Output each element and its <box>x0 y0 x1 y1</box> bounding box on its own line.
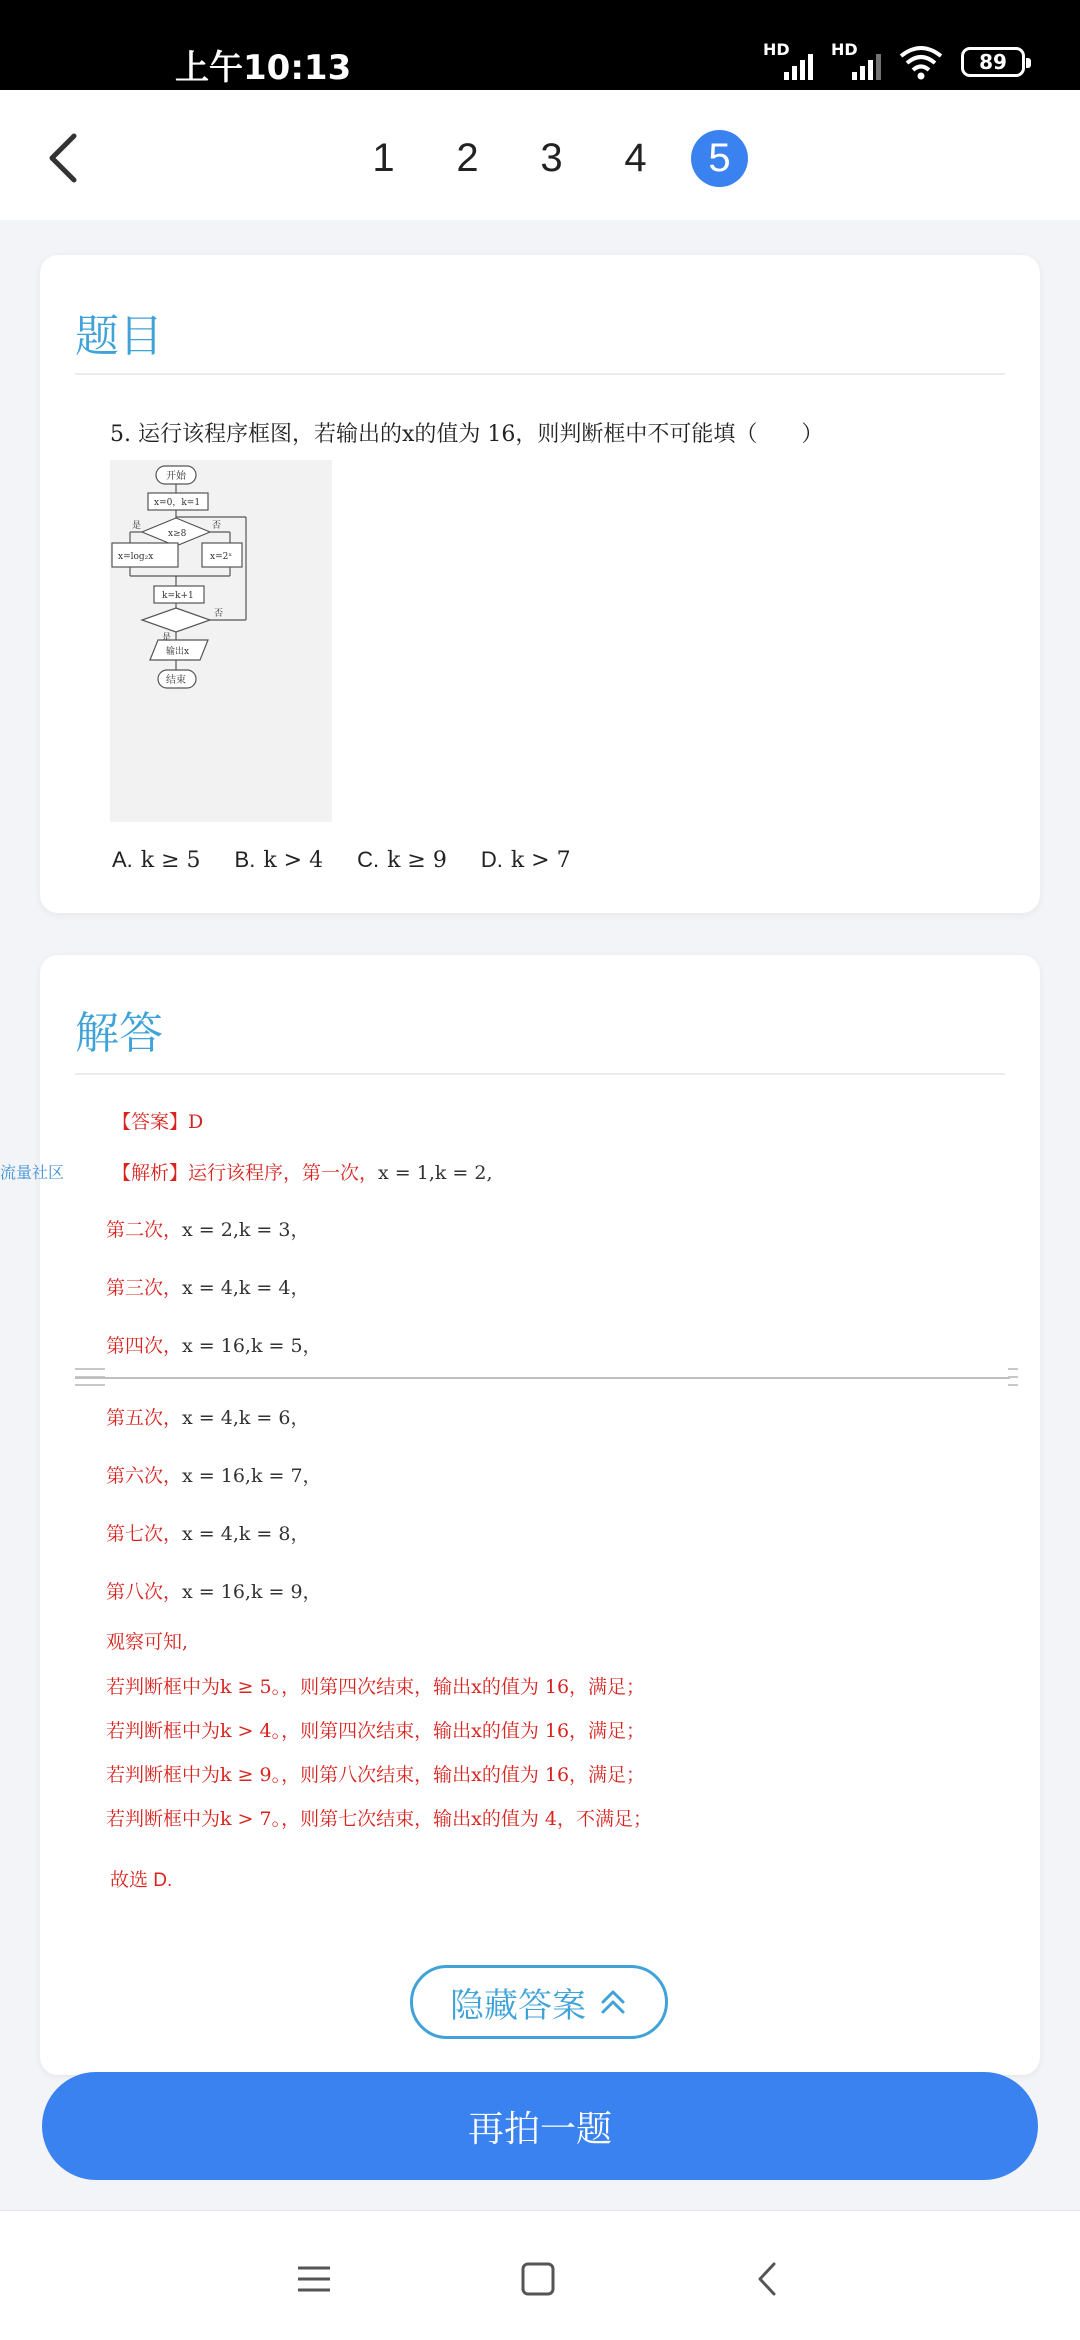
analysis-conclusion: 若判断框中为k > 7。，则第七次结束，输出x的值为 4，不满足； <box>106 1808 652 1830</box>
back-icon[interactable] <box>748 2259 788 2299</box>
option-b: B. k > 4 <box>234 847 324 873</box>
flowchart-no-1: 否 <box>212 521 222 531</box>
flowchart-image <box>110 460 332 822</box>
analysis-step: 第二次，x = 2,k = 3， <box>106 1219 310 1241</box>
menu-icon[interactable] <box>294 2259 334 2299</box>
status-time: 上午10:13 <box>175 48 352 88</box>
flowchart-no-2: 否 <box>214 609 224 619</box>
battery-level: 89 <box>979 50 1007 74</box>
analysis-observe: 观察可知, <box>106 1631 189 1653</box>
analysis-step: 第七次，x = 4,k = 8， <box>106 1523 310 1545</box>
home-icon[interactable] <box>518 2259 558 2299</box>
page-tab-3[interactable]: 3 <box>540 136 563 180</box>
double-chevron-up-icon <box>598 1987 628 2017</box>
divider <box>75 373 1005 375</box>
answer-card <box>40 955 1040 2075</box>
wifi-icon <box>899 44 943 80</box>
flowchart-branch-yes: x=log₂x <box>118 552 154 562</box>
hide-answer-label: 隐藏答案 <box>450 1985 586 2026</box>
question-card <box>40 255 1040 913</box>
analysis-intro: 【解析】运行该程序，第一次，x = 1,k = 2, <box>112 1162 493 1184</box>
question-page-tabs <box>355 130 775 187</box>
content-divider <box>75 1377 1010 1379</box>
flowchart-condition-1: x≥8 <box>168 529 187 539</box>
side-watermark: 流量社区 <box>0 1163 65 1182</box>
analysis-step: 第三次，x = 4,k = 4， <box>106 1277 310 1299</box>
analysis-step: 第六次，x = 16,k = 7， <box>106 1465 322 1487</box>
analysis-step: 第五次，x = 4,k = 6， <box>106 1407 310 1429</box>
flowchart-output: 输出x <box>166 647 190 657</box>
analysis-conclusion: 若判断框中为k > 4。，则第四次结束，输出x的值为 16，满足； <box>106 1720 646 1742</box>
flowchart-yes-1: 是 <box>132 521 142 531</box>
option-d: D. k > 7 <box>480 847 571 873</box>
page-tab-1[interactable]: 1 <box>372 136 395 180</box>
question-text: 5. 运行该程序框图，若输出的x的值为 16，则判断框中不可能填（ ） <box>110 422 824 447</box>
back-arrow-icon[interactable] <box>40 128 90 188</box>
system-navigation-bar <box>0 2210 1080 2340</box>
flowchart-yes-2: 是 <box>162 633 172 643</box>
status-bar <box>0 0 1080 90</box>
analysis-step: 第八次，x = 16,k = 9， <box>106 1581 322 1603</box>
flowchart-branch-no: x=2ˣ <box>210 552 233 562</box>
analysis-conclusion: 若判断框中为k ≥ 9。，则第八次结束，输出x的值为 16，满足； <box>106 1764 646 1786</box>
analysis-final: 故选 D. <box>110 1870 173 1891</box>
question-section-title: 题目 <box>75 311 163 362</box>
option-c: C. k ≥ 9 <box>357 847 447 873</box>
signal-icon <box>831 40 881 80</box>
network-type-label: HD <box>831 40 858 59</box>
divider-handle-right <box>1008 1368 1018 1386</box>
flowchart-increment: k=k+1 <box>162 591 194 601</box>
answer-section-title: 解答 <box>75 1008 163 1059</box>
hide-answer-button[interactable] <box>410 1965 668 2039</box>
answer-result: 【答案】D <box>112 1111 204 1133</box>
page-tab-4[interactable]: 4 <box>624 136 647 180</box>
flowchart-start: 开始 <box>166 471 186 482</box>
page-tab-5[interactable]: 5 <box>691 130 748 187</box>
battery-icon <box>961 47 1025 77</box>
flowchart-init: x=0，k=1 <box>154 498 201 508</box>
signal-icon <box>763 40 813 80</box>
retake-question-button[interactable]: 再拍一题 <box>42 2072 1038 2180</box>
divider <box>75 1073 1005 1075</box>
answer-options <box>112 847 571 873</box>
status-icons <box>763 40 1025 80</box>
page-tab-2[interactable]: 2 <box>456 136 479 180</box>
analysis-conclusion: 若判断框中为k ≥ 5。，则第四次结束，输出x的值为 16，满足； <box>106 1676 646 1698</box>
network-type-label: HD <box>763 40 790 59</box>
analysis-step: 第四次，x = 16,k = 5， <box>106 1335 322 1357</box>
top-navigation <box>0 90 1080 220</box>
option-a: A. k ≥ 5 <box>112 847 201 873</box>
flowchart-end: 结束 <box>166 675 186 686</box>
